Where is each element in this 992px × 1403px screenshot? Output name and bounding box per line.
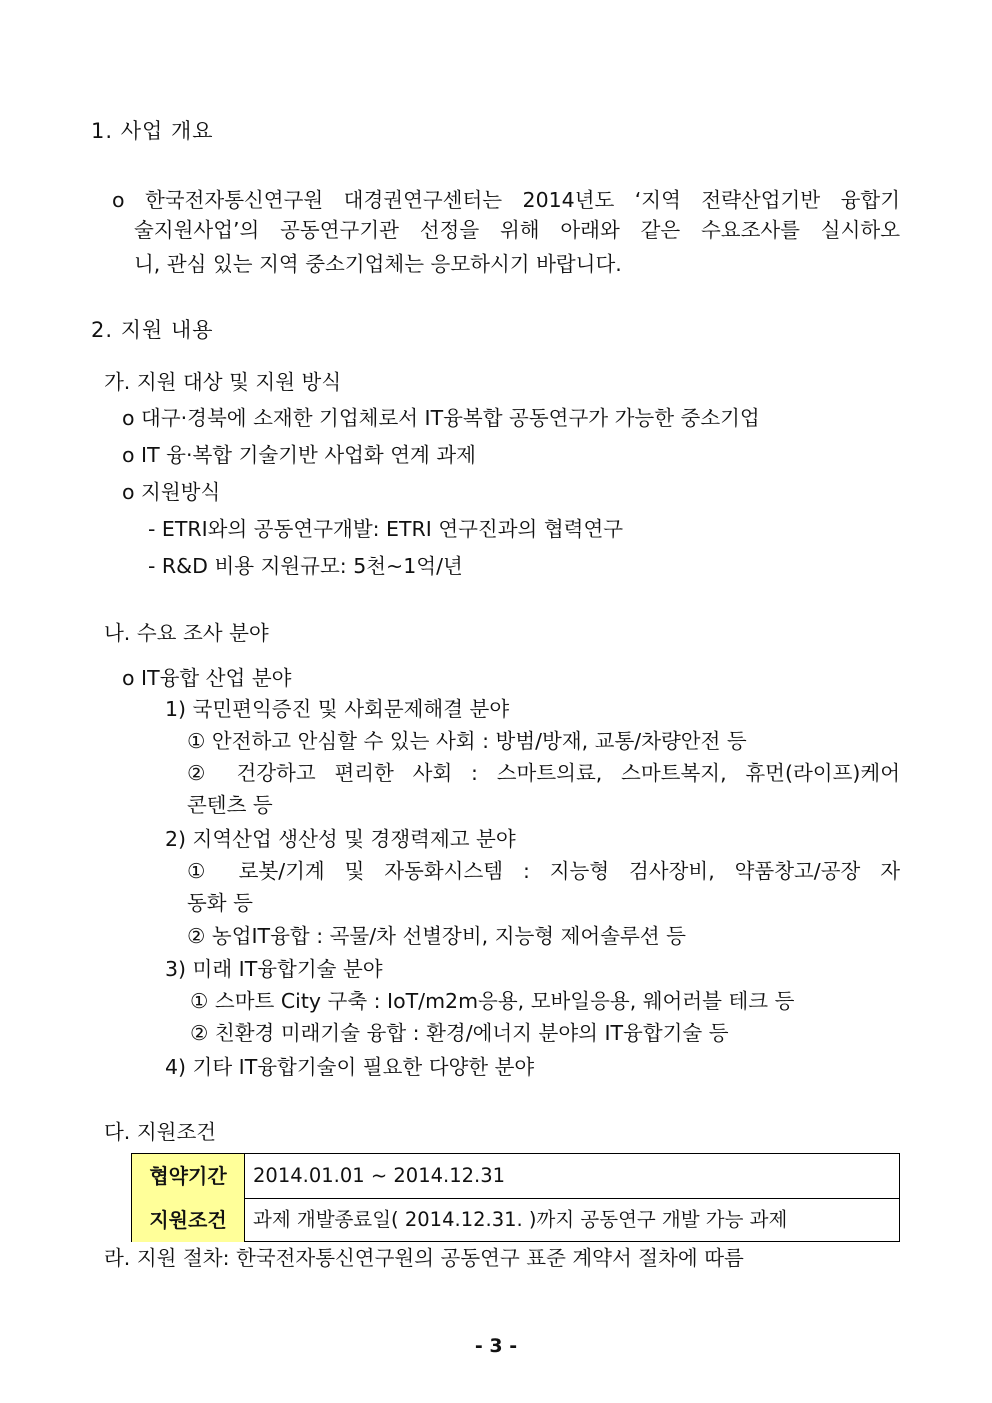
na-field: o IT융합 산업 분야: [122, 666, 292, 690]
ga-sub-2: - R&D 비용 지원규모: 5천~1억/년: [148, 554, 463, 578]
ga-item-3: o 지원방식: [122, 480, 221, 504]
overview-line-1: o 한국전자통신연구원 대경권연구센터는 2014년도 ‘지역 전략산업기반 융합기: [112, 188, 900, 212]
na-group-1: 1) 국민편익증진 및 사회문제해결 분야: [165, 697, 510, 721]
na-group-2: 2) 지역산업 생산성 및 경쟁력제고 분야: [165, 827, 516, 851]
table-row-label: 협약기간: [132, 1154, 245, 1198]
ga-item-1: o 대구·경북에 소재한 기업체로서 IT융복합 공동연구가 가능한 중소기업: [122, 406, 760, 430]
na-group-3-item-2: ② 친환경 미래기술 융합 : 환경/에너지 분야의 IT융합기술 등: [190, 1021, 729, 1045]
table-row: [132, 1154, 899, 1199]
na-group-3: 3) 미래 IT융합기술 분야: [165, 957, 383, 981]
ga-sub-1: - ETRI와의 공동연구개발: ETRI 연구진과의 협력연구: [148, 517, 624, 541]
na-group-4: 4) 기타 IT융합기술이 필요한 다양한 분야: [165, 1055, 535, 1079]
overview-line-2: 술지원사업’의 공동연구기관 선정을 위해 아래와 같은 수요조사를 실시하오: [134, 218, 900, 242]
support-conditions-table: [131, 1153, 900, 1242]
subsection-ga-title: 가. 지원 대상 및 지원 방식: [104, 370, 342, 394]
subsection-da-title: 다. 지원조건: [104, 1120, 217, 1144]
table-row-label: 지원조건: [132, 1198, 245, 1242]
table-row-value: 과제 개발종료일( 2014.12.31. )까지 공동연구 개발 가능 과제: [253, 1208, 788, 1231]
table-row: [132, 1198, 899, 1242]
subsection-na-title: 나. 수요 조사 분야: [104, 621, 269, 645]
subsection-ra-text: 라. 지원 절차: 한국전자통신연구원의 공동연구 표준 계약서 절차에 따름: [104, 1246, 744, 1270]
na-group-3-item-1: ① 스마트 City 구축 : IoT/m2m응용, 모바일응용, 웨어러블 테크 등: [190, 989, 795, 1013]
na-group-2-item-2: ② 농업IT융합 : 곡물/차 선별장비, 지능형 제어솔루션 등: [187, 924, 686, 948]
section-2-heading: 2. 지원 내용: [91, 318, 214, 342]
na-group-1-item-2: ② 건강하고 편리한 사회 : 스마트의료, 스마트복지, 휴먼(라이프)케어: [187, 761, 900, 785]
ga-item-2: o IT 융·복합 기술기반 사업화 연계 과제: [122, 443, 476, 467]
na-group-2-item-1-cont: 동화 등: [187, 891, 253, 915]
table-row-value: 2014.01.01 ~ 2014.12.31: [253, 1164, 506, 1187]
overview-line-3: 니, 관심 있는 지역 중소기업체는 응모하시기 바랍니다.: [134, 252, 622, 276]
na-group-2-item-1: ① 로봇/기계 및 자동화시스템 : 지능형 검사장비, 약품창고/공장 자: [187, 859, 900, 883]
section-1-heading: 1. 사업 개요: [91, 119, 214, 143]
page-number: - 3 -: [474, 1335, 518, 1357]
na-group-1-item-1: ① 안전하고 안심할 수 있는 사회 : 방범/방재, 교통/차량안전 등: [187, 729, 747, 753]
na-group-1-item-2-cont: 콘텐츠 등: [187, 793, 273, 817]
